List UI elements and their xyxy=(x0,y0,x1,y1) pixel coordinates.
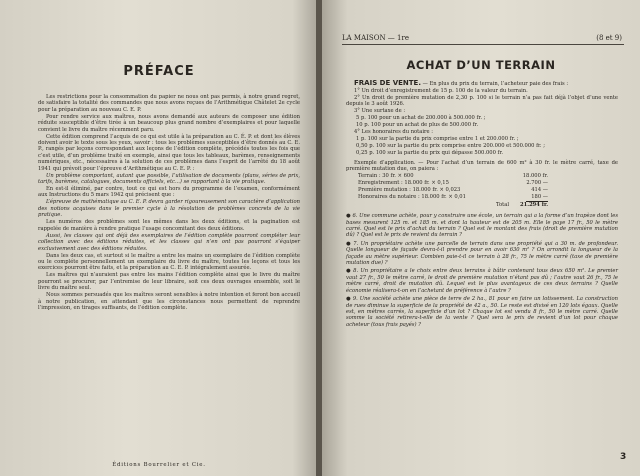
calc-label: Terrain : 30 fr. × 600 xyxy=(358,173,414,180)
calc-total-label: Total xyxy=(496,202,510,209)
bullet-icon: ● xyxy=(346,213,351,220)
left-page xyxy=(0,0,318,476)
calc-label: Honoraires du notaire : 18.000 fr. × 0,01 xyxy=(358,194,466,201)
right-page xyxy=(322,0,640,476)
problem-text: 8. Un propriétaire a le choix entre deux terrains à bâtir contenant tous deux 650 m². Le premier vaut 27 fr., 50 le mètre carré, le droit de première mutation n’étant pas dû ; l’autre vaut 26 fr., 75 le mètre carré, droit de mutation dû. Lequel est le plus avantageux de ces deux terrains ? Quelle économie réalisera-t-on en l’achetant de préférence à l’autre ? xyxy=(346,268,618,294)
calc-row xyxy=(346,187,618,194)
running-head-pages: (8 et 9) xyxy=(596,34,622,42)
calc-total-row xyxy=(346,202,618,209)
fee-item: 1° Un droit d’enregistrement de 15 p. 100 de la valeur du terrain. xyxy=(354,88,528,94)
page-number: 3 xyxy=(620,452,627,462)
bullet-icon: ● xyxy=(346,240,352,247)
calc-amount: 2.700 — xyxy=(526,180,548,187)
calc-amount: 414 — xyxy=(531,187,548,194)
header-rule xyxy=(342,44,624,45)
preface-paragraph: Les restrictions pour la consommation du papier ne nous ont pas permis, à notre grand regret, de satisfaire la totalité des commandes que nous avons reçues de l’Arithmétique Châtelet 2e cycle pour la préparation au nouveau C. E. P. xyxy=(38,94,300,113)
calc-amount: 180 — xyxy=(531,194,548,201)
problem-text: 6. Une commune achète, pour y construire une école, un terrain qui a la forme d’un trapèze dont les bases mesurent 125 m. et 185 m. et dont la hauteur est de 205 m. Elle le paye 17 fr., 50 le mètre carré. Quel est le prix d’achat du terrain ? Quel est le montant des frais (droit de première mutation dû) ? Quel est le prix de revient du terrain ? xyxy=(346,213,618,239)
fee-item: 4° Les honoraires du notaire : xyxy=(354,129,433,136)
problem-item xyxy=(346,241,618,267)
fee-subitem: 1 p. 100 sur la partie du prix comprise entre 1 et 200.000 fr. ; xyxy=(356,136,519,143)
calc-total-amount: 21.294 fr. xyxy=(520,202,548,209)
frais-paragraph xyxy=(346,80,618,87)
fee-item: 3° Une surtaxe de : xyxy=(354,108,406,115)
publisher-footer: Éditions Bourrelier et Cie. xyxy=(112,462,206,468)
frais-heading: FRAIS DE VENTE. xyxy=(354,79,421,87)
calc-label: Première mutation : 18.000 fr. × 0,023 xyxy=(358,187,461,194)
problem-text: 7. Un propriétaire achète une parcelle de terrain dans une propriété qui a 30 m. de profondeur. Quelle longueur de façade devra-t-il prendre pour en avoir 630 m² ? On arrondit la longueur de la façade au mètre supérieur. Combien paie-t-il ce terrain à 28 fr., 75 le mètre carré (taxe de première mutation due) ? xyxy=(346,240,618,267)
bullet-icon: ● xyxy=(346,296,351,303)
preface-paragraph: Cette édition comprend l’acquis de ce qui est utile à la préparation au C. É. P. et dont les élèves doivent avoir le texte sous les yeux, savoir : tous les problèmes susceptibles d’être donnés au C. E. P., rangés par leçons correspondant aux leçons de l’édition complète, précédés toutes les fois que c’est utile, d’un problème traité en exemple, ainsi que tous les tableaux, barèmes, renseignements numériques, etc., nécessaires à la solution de ces problèmes dans l’esprit de l’arrêté du 18 août 1941 qui prévoit pour l’épreuve d’Arithmétique au C. E. P. : xyxy=(38,133,300,172)
calc-row xyxy=(346,194,618,201)
fee-item: 2° Un droit de première mutation de 2,30 p. 100 si le terrain n’a pas fait déjà l’objet d’une vente depuis le 3 août 1926. xyxy=(346,95,618,108)
calc-label: Enregistrement : 18.000 fr. × 0,15 xyxy=(358,180,449,187)
calc-amount: 18.000 fr. xyxy=(522,173,548,180)
fee-subitem: 5 p. 100 pour un achat de 200.000 à 500.000 fr. ; xyxy=(356,115,486,122)
preface-title: PRÉFACE xyxy=(123,64,195,79)
chapter-title: ACHAT D’UN TERRAIN xyxy=(406,58,556,72)
fee-subitem: 0,25 p. 100 sur la partie du prix qui dépasse 500.000 fr. xyxy=(356,150,503,157)
example-intro: Exemple d’application. — Pour l’achat d’un terrain de 600 m² à 30 fr. le mètre carré, taxe de première mutation due, on paiera : xyxy=(346,159,618,173)
fee-subitem: 10 p. 100 pour un achat de plus de 500.000 fr. xyxy=(356,122,479,129)
preface-paragraph: Les numéros des problèmes sont les mêmes dans les deux éditions, et la pagination est rappelée de manière à rendre pratique l’usage concomitant des deux éditions. xyxy=(38,219,300,232)
preface-paragraph: Aussi, les classes qui ont déjà des exemplaires de l’édition complète pourront compléter leur collection avec des éditions réduites, et les classes qui n’en ont pas pourront s’équiper exclusivement avec des éditions réduites. xyxy=(38,232,300,252)
calc-row xyxy=(346,173,618,180)
preface-body xyxy=(38,94,300,312)
preface-quote: Un problème comportant, autant que possible, l’utilisation de documents (plans, séries de prix, tarifs, barèmes, catalogues, documents officiels, etc...) se rapportant à la vie pratique. xyxy=(38,172,300,186)
preface-paragraph: En est-il éliminé, par contre, tout ce qui est hors du programme de l’examen, conformément aux Instructions du 5 mars 1942 qui précisent que : xyxy=(38,186,300,199)
preface-paragraph: Dans les deux cas, et surtout si le maître a entre les mains un exemplaire de l’édition complète ou le compléte personnellement un exemplaire du livre du maître, toutes les leçons et tous les exercices pourront être faits, et la préparation au C. E. P. intégralement assurée. xyxy=(38,252,300,272)
problem-text: 9. Une société achète une pièce de terre de 2 ha., 81 pour en faire un lotissement. La construction de rues diminue la superficie de la propriété de 42 a., 50. Le reste est divisé en 120 lots égaux. Quelle est, en mètres carrés, la superficie d’un lot ? Chaque lot est vendu 8 fr., 50 le mètre carré. Quelle somme la société retirera-t-elle de la vente ? Quel sera le prix de revient d’un lot pour chaque acheteur (tous frais payés) ? xyxy=(346,296,618,328)
running-head: LA MAISON — 1re xyxy=(342,34,409,42)
preface-quote: L’épreuve de mathématique au C. E. P. devra garder rigoureusement son caractère d’application des notions acquises dans le premier cycle à la résolution de problèmes concrets de la vie pratique. xyxy=(38,199,300,219)
problem-item xyxy=(346,213,618,239)
lesson-body xyxy=(346,80,618,329)
problem-item xyxy=(346,268,618,294)
problem-item xyxy=(346,296,618,328)
frais-intro: — En plus du prix du terrain, l’acheteur paie des frais : xyxy=(420,81,569,87)
preface-paragraph: Nous sommes persuadés que les maîtres seront sensibles à notre intention et feront bon accueil à notre publication, en attendant que les circonstances nous permettent de reprendre l’impression, en tirages suffisants, de l’édition complète. xyxy=(38,292,300,311)
preface-paragraph: Pour rendre service aux maîtres, nous avons demandé aux auteurs de composer une édition réduite susceptible d’être tirée à un beaucoup plus grand nombre d’exemplaires et pour laquelle convient le livre du maître récemment paru. xyxy=(38,113,300,133)
fee-subitem: 0,50 p. 100 sur la partie du prix comprise entre 200.000 et 500.000 fr. ; xyxy=(356,143,545,150)
bullet-icon: ● xyxy=(346,268,352,275)
preface-paragraph: Les maîtres qui n’auraient pas entre les mains l’édition complète ainsi que le livre du maître pourront se procurer, par l’entremise de leur libraire, soit ces deux ouvrages ensemble, soit le livre du maître seul. xyxy=(38,272,300,292)
